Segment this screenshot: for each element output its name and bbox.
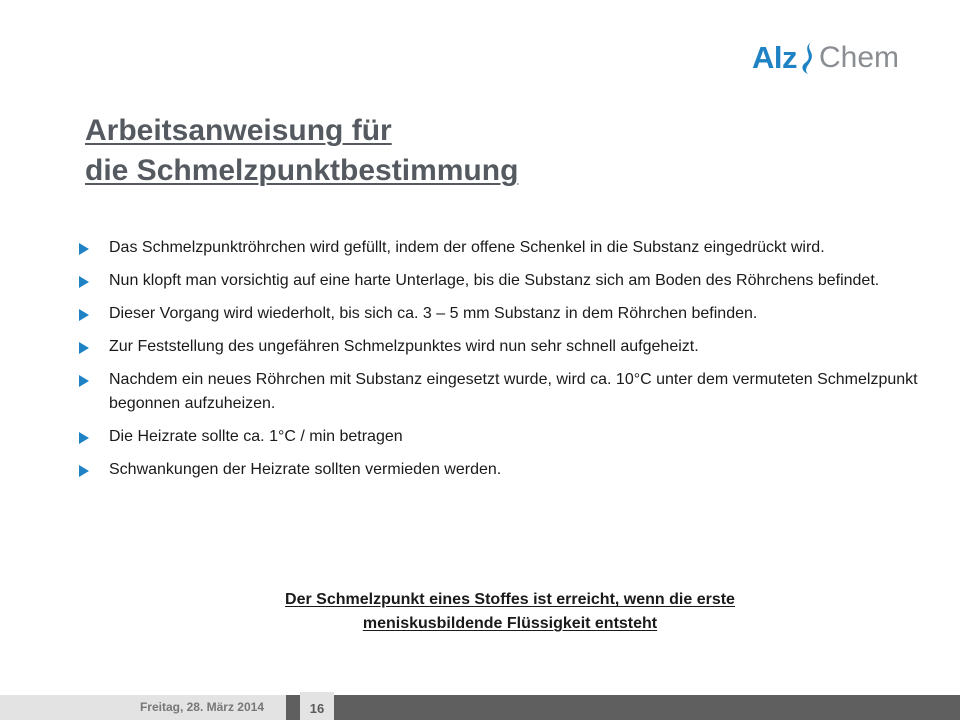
list-item [74,236,936,260]
footer-date: Freitag, 28. März 2014 [139,700,264,714]
list-item [74,425,936,449]
bullet-arrow-icon [79,276,89,288]
title-line-2: die Schmelzpunktbestimmung [85,154,519,187]
bullet-arrow-icon [79,375,89,387]
title-line-1: Arbeitsanweisung für [85,114,392,147]
bullet-arrow-icon [79,309,89,321]
logo-text-chem: Chem [819,41,900,74]
list-item-text: Die Heizrate sollte ca. 1°C / min betragen [109,428,403,445]
list-item-text: Dieser Vorgang wird wiederholt, bis sich ca. 3 – 5 mm Substanz in dem Röhrchen befinden. [109,305,758,322]
list-item [74,335,936,359]
slide-title [85,111,805,191]
bullet-arrow-icon [79,342,89,354]
alzchem-logo [752,38,932,78]
logo-flame-icon [799,41,817,75]
list-item [74,458,936,482]
list-item [74,368,936,416]
page-number: 16 [300,692,334,720]
conclusion-line-1: Der Schmelzpunkt eines Stoffes ist erreicht, wenn die erste [285,591,735,608]
footer-bar-right [286,695,960,720]
footer-bar-left [0,695,286,720]
instruction-list [74,236,936,491]
list-item-text: Nachdem ein neues Röhrchen mit Substanz eingesetzt wurde, wird ca. 10°C unter dem vermuteten Schmelzpunkt begonnen aufzuheizen. [109,371,918,412]
conclusion-note [180,588,840,636]
list-item [74,302,936,326]
bullet-arrow-icon [79,465,89,477]
list-item-text: Schwankungen der Heizrate sollten vermieden werden. [109,461,502,478]
bullet-arrow-icon [79,243,89,255]
conclusion-line-2: meniskusbildende Flüssigkeit entsteht [362,615,658,632]
list-item-text: Das Schmelzpunktröhrchen wird gefüllt, indem der offene Schenkel in die Substanz eingedrückt wird. [109,239,825,256]
logo-text-alz: Alz [752,40,797,75]
bullet-arrow-icon [79,432,89,444]
list-item-text: Zur Feststellung des ungefähren Schmelzpunktes wird nun sehr schnell aufgeheizt. [109,338,699,355]
list-item-text: Nun klopft man vorsichtig auf eine harte Unterlage, bis die Substanz sich am Boden des Röhrchens befindet. [109,272,880,289]
list-item [74,269,936,293]
